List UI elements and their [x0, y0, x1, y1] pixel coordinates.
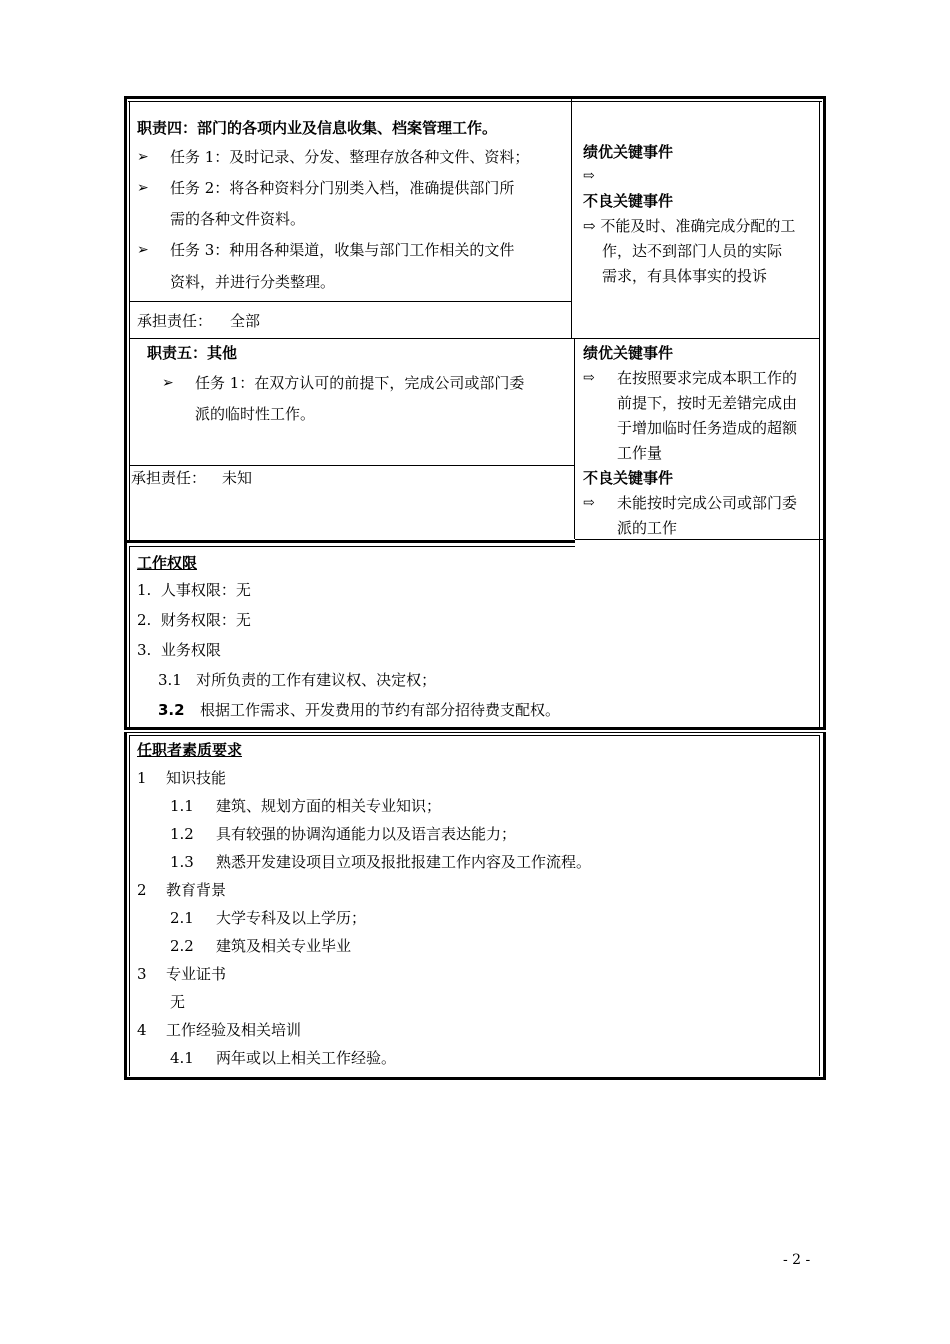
duty4-duty5-line	[129, 338, 820, 339]
duty4-bullet-1: ➢	[137, 149, 149, 165]
auth-left-inner	[129, 546, 130, 727]
duty4-resp-value: 全部	[230, 312, 261, 330]
duty5-good-title: 绩优关键事件	[583, 344, 674, 362]
auth-right-inner	[819, 539, 820, 727]
auth-top-inner	[129, 546, 575, 547]
duty5-bad-line-1: 未能按时完成公司或部门委	[617, 494, 798, 512]
duty5-resp-label: 承担责任：	[131, 469, 207, 487]
duty4-bullet-3: ➢	[137, 242, 149, 258]
frame-outer-top	[124, 96, 826, 99]
frame-right-inner	[819, 101, 820, 541]
frame-left-outer	[124, 96, 127, 545]
qualification-num: 1.1	[170, 797, 194, 815]
authority-sub-2-num: 3.2	[158, 701, 185, 719]
duty4-task-2-cont: 需的各种文件资料。	[170, 210, 306, 228]
duty5-task-1: 任务 1：在双方认可的前提下，完成公司或部门委	[195, 374, 525, 392]
duty4-bad-line-1: ⇨ 不能及时、准确完成分配的工	[583, 217, 796, 235]
duty4-task-3: 任务 3：种用各种渠道，收集与部门工作相关的文件	[170, 241, 515, 259]
authority-item-1: 1. 人事权限：无	[137, 581, 251, 599]
duty4-task-1: 任务 1：及时记录、分发、整理存放各种文件、资料；	[170, 148, 530, 166]
qual-top	[124, 732, 826, 733]
duty5-bullet-1: ➢	[162, 375, 174, 391]
page-number: - 2 -	[783, 1252, 811, 1268]
frame-outer-top-inner	[128, 101, 822, 102]
authority-item-2: 2. 财务权限：无	[137, 611, 251, 629]
qualification-num: 2	[137, 881, 147, 899]
authority-item-3: 3. 业务权限	[137, 641, 221, 659]
qualification-num: 3	[137, 965, 147, 983]
duty4-bad-line-3: 需求，有具体事实的投诉	[602, 267, 768, 285]
auth-left	[124, 543, 127, 730]
qualification-num: 4.1	[170, 1049, 194, 1067]
qualification-text: 两年或以上相关工作经验。	[216, 1049, 397, 1067]
auth-right	[823, 539, 826, 730]
duty4-bad-title: 不良关键事件	[583, 192, 674, 210]
qualification-num: 1.3	[170, 853, 194, 871]
duty5-bottom-left	[124, 540, 575, 543]
duty5-good-line-4: 工作量	[617, 444, 663, 462]
qualification-num: 2.2	[170, 937, 194, 955]
duty4-divider	[571, 99, 572, 339]
qualification-num: 4	[137, 1021, 147, 1039]
duty5-bad-arrow: ⇨	[583, 495, 595, 511]
qualification-text: 具有较强的协调沟通能力以及语言表达能力；	[216, 825, 517, 843]
qualification-text: 无	[170, 993, 186, 1011]
qualification-num: 1	[137, 769, 147, 787]
duty4-resp-line	[129, 301, 572, 302]
qualification-text: 建筑及相关专业毕业	[216, 937, 352, 955]
duty5-bad-title: 不良关键事件	[583, 469, 674, 487]
duty5-good-line-3: 于增加临时任务造成的超额	[617, 419, 798, 437]
duty4-good-title: 绩优关键事件	[583, 143, 674, 161]
duty4-bad-line-2: 作，达不到部门人员的实际	[602, 242, 783, 260]
qual-right	[823, 732, 826, 1080]
duty5-resp-line	[129, 465, 575, 466]
duty4-task-3-cont: 资料，并进行分类整理。	[170, 273, 336, 291]
duty5-task-1-cont: 派的临时性工作。	[195, 405, 316, 423]
duty5-title: 职责五：其他	[147, 344, 238, 362]
qual-right-inner	[819, 735, 820, 1076]
duty5-good-arrow: ⇨	[583, 370, 595, 386]
duty5-resp-value: 未知	[222, 469, 253, 487]
qualification-num: 2.1	[170, 909, 194, 927]
authority-sub-1: 3.1 对所负责的工作有建议权、决定权；	[158, 671, 437, 689]
authority-sub-2-text: 根据工作需求、开发费用的节约有部分招待费支配权。	[200, 701, 561, 719]
qualification-text: 熟悉开发建设项目立项及报批报建工作内容及工作流程。	[216, 853, 592, 871]
qualifications-title: 任职者素质要求	[137, 741, 243, 759]
duty5-divider	[574, 339, 575, 539]
qualification-text: 工作经验及相关培训	[166, 1021, 302, 1039]
qual-top-inner	[129, 735, 820, 736]
duty5-bottom-right	[575, 539, 823, 540]
duty4-good-arrow: ⇨	[583, 168, 595, 184]
qualification-text: 大学专科及以上学历；	[216, 909, 367, 927]
qualification-text: 教育背景	[166, 881, 227, 899]
duty5-good-line-2: 前提下，按时无差错完成由	[617, 394, 798, 412]
duty4-task-2: 任务 2：将各种资料分门别类入档，准确提供部门所	[170, 179, 515, 197]
qualification-num: 1.2	[170, 825, 194, 843]
duty5-good-line-1: 在按照要求完成本职工作的	[617, 369, 798, 387]
duty5-bad-line-2: 派的工作	[617, 519, 678, 537]
qualification-text: 建筑、规划方面的相关专业知识；	[216, 797, 442, 815]
qualification-text: 专业证书	[166, 965, 227, 983]
authority-title: 工作权限	[137, 554, 198, 572]
qual-left	[124, 732, 127, 1080]
qualification-text: 知识技能	[166, 769, 227, 787]
qual-left-inner	[129, 735, 130, 1076]
auth-bottom	[124, 727, 826, 730]
qual-bottom	[124, 1077, 826, 1080]
duty4-resp-label: 承担责任：	[137, 312, 213, 330]
frame-left-inner	[129, 101, 130, 541]
duty4-title: 职责四：部门的各项内业及信息收集、档案管理工作。	[137, 119, 498, 137]
frame-right-outer	[823, 96, 826, 545]
duty4-bullet-2: ➢	[137, 180, 149, 196]
